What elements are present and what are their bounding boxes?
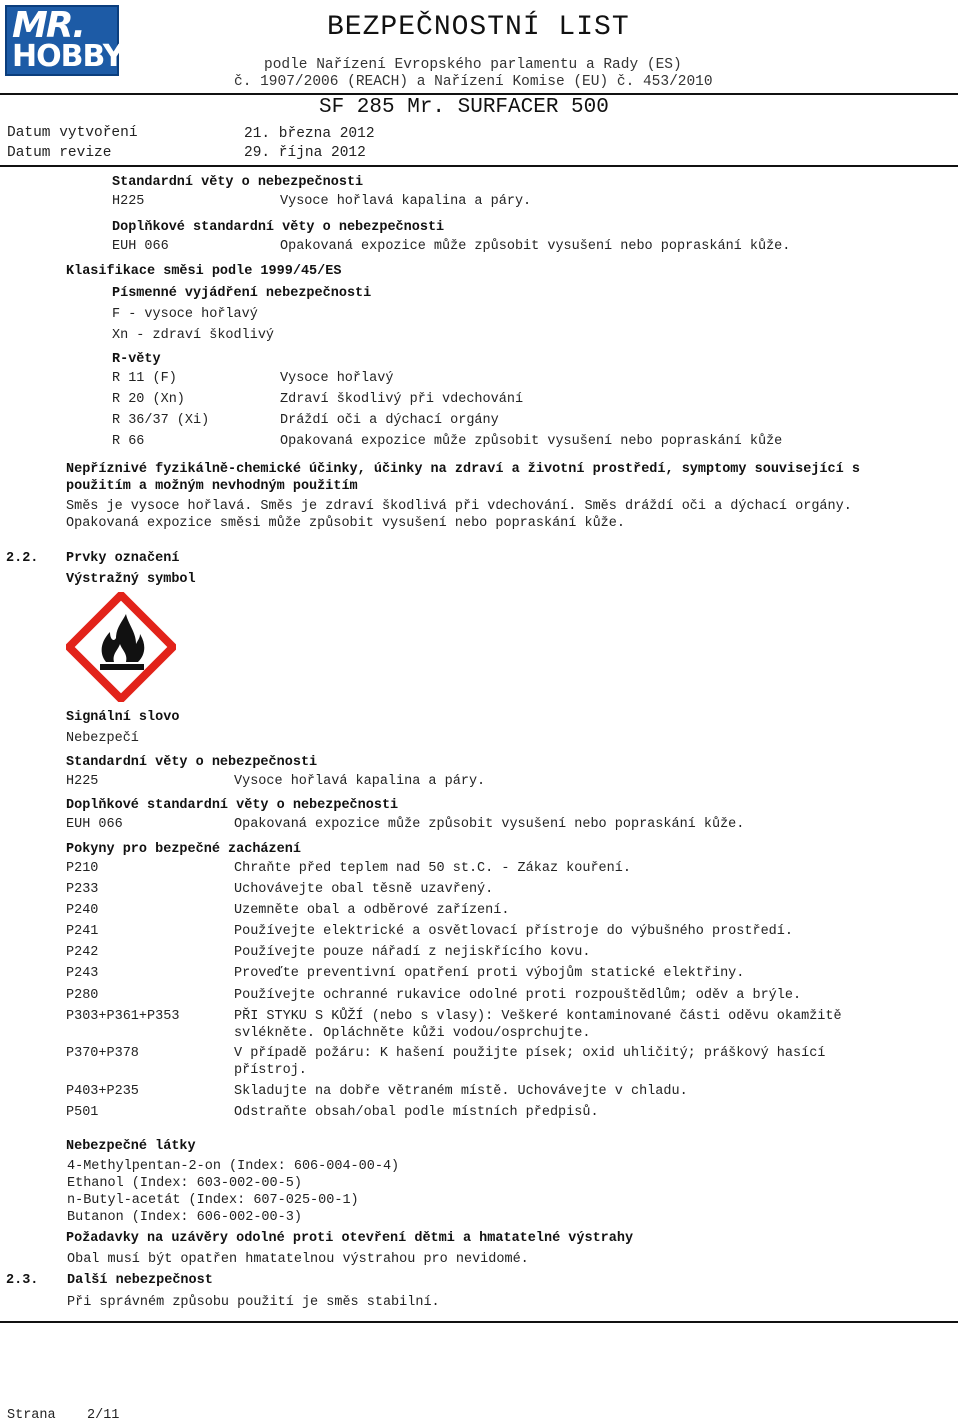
r-phrases-heading: R-věty [112, 352, 161, 367]
footer-divider [0, 1321, 958, 1323]
hazard-symbol-heading: Výstražný symbol [66, 572, 196, 587]
p-phrase-text: PŘI STYKU S KŮŽÍ (nebo s vlasy): Veškeré kontaminované části oděvu okamžitě [234, 1009, 842, 1024]
other-hazards-text: Při správném způsobu použití je směs stabilní. [67, 1295, 440, 1310]
header-divider [0, 93, 958, 95]
p-phrase-code: P403+P235 [66, 1084, 139, 1099]
r-phrase-code: R 20 (Xn) [112, 392, 185, 407]
h225-code: H225 [112, 194, 145, 209]
adverse-effects-heading-1: Nepříznivé fyzikálně-chemické účinky, účinky na zdraví a životní prostředí, symptomy související s [66, 462, 860, 477]
r-phrase-text: Zdraví škodlivý při vdechování [280, 392, 524, 407]
revised-date: 29. října 2012 [244, 145, 366, 161]
p-phrase-text-continued: svlékněte. Opláchněte kůži vodou/osprchujte. [234, 1026, 591, 1041]
regulation-line-2: č. 1907/2006 (REACH) a Nařízení Komise (EU) č. 453/2010 [234, 74, 713, 90]
classification-heading: Klasifikace směsi podle 1999/45/ES [66, 264, 342, 279]
p-phrase-text: Používejte elektrické a osvětlovací přístroje do výbušného prostředí. [234, 924, 793, 939]
precautionary-heading: Pokyny pro bezpečné zacházení [66, 842, 301, 857]
child-closure-text: Obal musí být opatřen hmatatelnou výstrahou pro nevidomé. [67, 1252, 529, 1267]
substance-item: n-Butyl-acetát (Index: 607-025-00-1) [67, 1193, 359, 1208]
regulation-line-1: podle Nařízení Evropského parlamentu a Rady (ES) [264, 57, 682, 73]
mr-hobby-logo [5, 5, 124, 76]
document-title: BEZPEČNOSTNÍ LIST [327, 12, 630, 43]
header-bottom-divider [0, 165, 958, 167]
p-phrase-text: Odstraňte obsah/obal podle místních předpisů. [234, 1105, 599, 1120]
hazard-letters-heading: Písmenné vyjádření nebezpečnosti [112, 286, 372, 301]
section-number-2-2: 2.2. [6, 551, 39, 566]
adverse-effects-text-1: Směs je vysoce hořlavá. Směs je zdraví škodlivá při vdechování. Směs dráždí oči a dýchací orgány. [66, 499, 852, 514]
r-phrase-text: Opakovaná expozice může způsobit vysušení nebo popraskání kůže [280, 434, 783, 449]
p-phrase-code: P210 [66, 861, 99, 876]
substance-item: Ethanol (Index: 603-002-00-5) [67, 1176, 302, 1191]
h225-text: Vysoce hořlavá kapalina a páry. [234, 774, 486, 789]
hazardous-substances-heading: Nebezpečné látky [66, 1139, 196, 1154]
product-name: SF 285 Mr. SURFACER 500 [319, 96, 609, 119]
p-phrase-text: V případě požáru: K hašení použijte písek; oxid uhličitý; práškový hasící [234, 1046, 826, 1061]
p-phrase-text: Uchovávejte obal těsně uzavřený. [234, 882, 494, 897]
suppl-phrases-heading: Doplňkové standardní věty o nebezpečnosti [112, 220, 445, 235]
p-phrase-code: P233 [66, 882, 99, 897]
p-phrase-text: Proveďte preventivní opatření proti výbojům statické elektřiny. [234, 966, 745, 981]
p-phrase-code: P303+P361+P353 [66, 1009, 180, 1024]
r-phrase-text: Vysoce hořlavý [280, 371, 394, 386]
r-phrase-code: R 66 [112, 434, 145, 449]
hazard-letter-f: F - vysoce hořlavý [112, 307, 258, 322]
created-label: Datum vytvoření [7, 125, 138, 141]
p-phrase-text: Uzemněte obal a odběrové zařízení. [234, 903, 510, 918]
p-phrase-code: P241 [66, 924, 99, 939]
p-phrase-text: Používejte pouze nářadí z nejiskřícího kovu. [234, 945, 591, 960]
substance-item: Butanon (Index: 606-002-00-3) [67, 1210, 302, 1225]
r-phrase-code: R 11 (F) [112, 371, 177, 386]
p-phrase-code: P280 [66, 988, 99, 1003]
p-phrase-text: Chraňte před teplem nad 50 st.C. - Zákaz kouření. [234, 861, 631, 876]
p-phrase-code: P501 [66, 1105, 99, 1120]
signal-word-heading: Signální slovo [66, 710, 180, 725]
suppl-phrases-heading: Doplňkové standardní věty o nebezpečnosti [66, 798, 399, 813]
h225-code: H225 [66, 774, 99, 789]
p-phrase-text-continued: přístroj. [234, 1063, 307, 1078]
p-phrase-code: P243 [66, 966, 99, 981]
euh066-code: EUH 066 [66, 817, 123, 832]
euh066-text: Opakovaná expozice může způsobit vysušení nebo popraskání kůže. [280, 239, 791, 254]
page-number: 2/11 [87, 1408, 120, 1423]
page-label: Strana [7, 1408, 56, 1423]
logo-text-top: MR. [12, 5, 84, 46]
substance-item: 4-Methylpentan-2-on (Index: 606-004-00-4) [67, 1159, 400, 1174]
r-phrase-text: Dráždí oči a dýchací orgány [280, 413, 499, 428]
euh066-text: Opakovaná expozice může způsobit vysušení nebo popraskání kůže. [234, 817, 745, 832]
label-elements-heading: Prvky označení [66, 551, 180, 566]
p-phrase-text: Používejte ochranné rukavice odolné proti rozpouštědlům; oděv a brýle. [234, 988, 802, 1003]
adverse-effects-text-2: Opakovaná expozice směsi může způsobit vysušení nebo popraskání kůže. [66, 516, 625, 531]
child-closure-heading: Požadavky na uzávěry odolné proti otevření dětmi a hmatatelné výstrahy [66, 1231, 634, 1246]
std-phrases-heading: Standardní věty o nebezpečnosti [112, 175, 364, 190]
r-phrase-code: R 36/37 (Xi) [112, 413, 210, 428]
h225-text: Vysoce hořlavá kapalina a páry. [280, 194, 532, 209]
logo-text-bottom: HOBBY [12, 39, 124, 74]
p-phrase-code: P370+P378 [66, 1046, 139, 1061]
p-phrase-text: Skladujte na dobře větraném místě. Uchovávejte v chladu. [234, 1084, 688, 1099]
flame-pictogram-icon [66, 592, 176, 702]
created-date: 21. března 2012 [244, 126, 375, 142]
signal-word: Nebezpečí [66, 731, 139, 746]
adverse-effects-heading-2: použitím a možným nevhodným použitím [66, 479, 358, 494]
std-phrases-heading: Standardní věty o nebezpečnosti [66, 755, 318, 770]
hazard-letter-xn: Xn - zdraví škodlivý [112, 328, 275, 343]
other-hazards-heading: Další nebezpečnost [67, 1273, 213, 1288]
p-phrase-code: P242 [66, 945, 99, 960]
euh066-code: EUH 066 [112, 239, 169, 254]
section-number-2-3: 2.3. [6, 1273, 39, 1288]
p-phrase-code: P240 [66, 903, 99, 918]
revised-label: Datum revize [7, 145, 112, 161]
